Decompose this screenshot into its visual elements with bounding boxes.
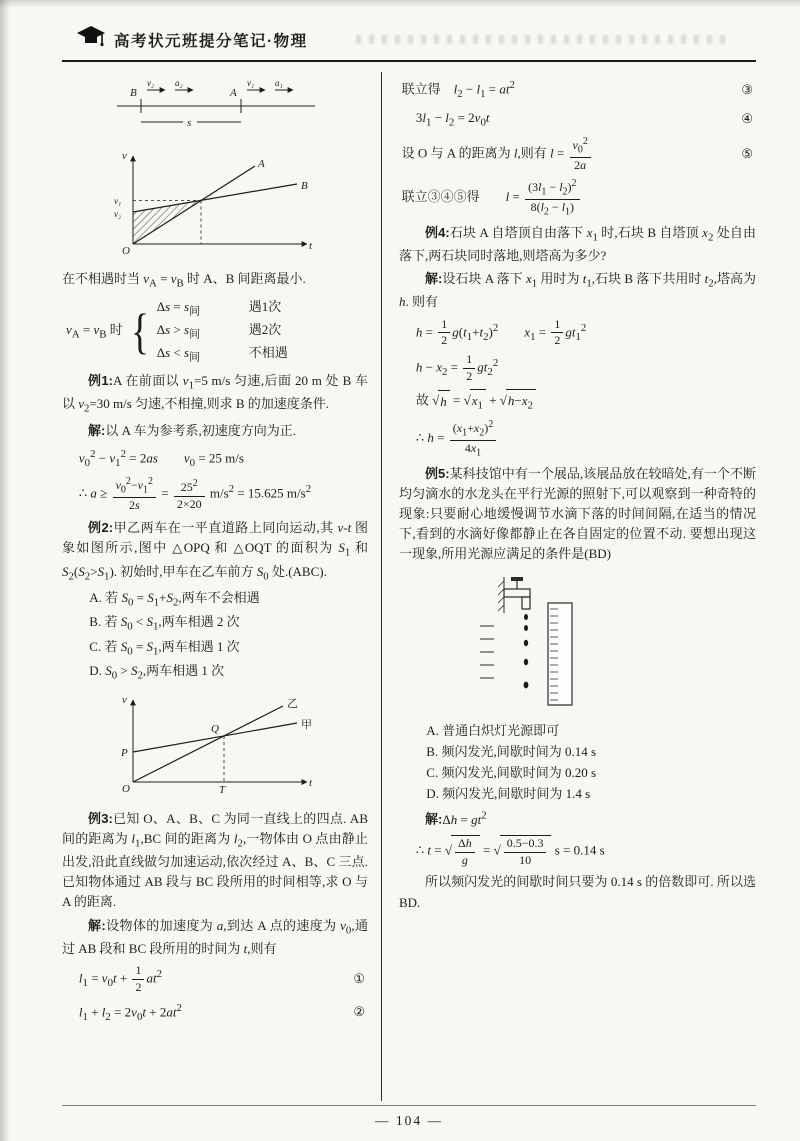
- equation-body: 联立③④⑤得 l = $\frac{(3l_1 - l_2)^2}{8(l_2 - l_1)}$: [402, 178, 582, 218]
- solution-text: 设石块 A 落下 $x_1$ 用时为 $t_1$,石块 B 落下共用时 $t_2$,塔高为 h. 则有: [399, 271, 756, 310]
- cases-rows: [157, 297, 288, 367]
- equation-body: $3l_1 - l_2 = 2v_0t$: [415, 109, 490, 129]
- example2-label: 例2:: [88, 520, 114, 536]
- equation-ex4-2: [416, 353, 756, 384]
- equation-body: ∴ h = $\frac{(x_1+x_2)^2}{4x_1}$: [416, 419, 498, 459]
- graduation-cap-icon: [76, 26, 106, 53]
- label-v2-tick: v₂: [114, 209, 122, 220]
- equation-body: 联立得 $l_2 - l_1 = at^2$: [401, 79, 515, 100]
- example4-label: 例4:: [425, 224, 450, 240]
- label-T: T: [219, 784, 226, 797]
- label-v1-tick: v₁: [114, 196, 122, 207]
- label-t-axis: t: [309, 240, 313, 253]
- option-B: B. 若 $S_0 < S_1$,两车相遇 2 次: [89, 614, 240, 633]
- solution-label: 解:: [425, 811, 443, 827]
- solution-label: 解:: [88, 917, 106, 933]
- equation-4: [416, 108, 756, 131]
- case-result: 遇1次: [248, 298, 282, 314]
- option-D: D. $S_0 > S_2$,两车相遇 1 次: [89, 663, 225, 682]
- cars-diagram: [103, 78, 328, 132]
- option-C: C. 若 $S_0 = S_1$,两车相遇 1 次: [89, 638, 240, 658]
- vt-graph-jiayi: [105, 690, 325, 798]
- water-drops: [523, 614, 528, 688]
- example3-label: 例3:: [88, 810, 113, 826]
- case-condition: $\Delta s = s_间$: [156, 298, 200, 318]
- equation-body: $h - x_2$ = $\frac{1}{2}$ $gt_2^2$: [415, 352, 499, 383]
- example3-paragraph: [62, 809, 368, 913]
- option-A: A. 普通白炽灯光源即可: [426, 722, 560, 738]
- option-C: C. 频闪发光,间歇时间为 0.20 s: [426, 765, 597, 781]
- equation-body: $v_0^2 - v_1^2 = 2as$ $v_0 = 25$ m/s: [78, 447, 244, 469]
- equation-body: 故 $√h = √x_1 + √h-x_2$: [416, 389, 536, 414]
- equation-body: ∴ t = √ $\frac{\Delta h}{g}$ = √ $\frac{0.5-0.3}{10}$ s = 0.14 s: [415, 835, 605, 867]
- figure-vt-graph-ab: [62, 144, 368, 265]
- label-v-axis: v: [122, 150, 127, 163]
- label-B: B: [129, 87, 137, 99]
- example1-paragraph: [62, 371, 368, 418]
- example1-label: 例1:: [88, 372, 113, 388]
- equation-ex5-t: [416, 835, 756, 868]
- parallel-light-rays: [480, 626, 494, 678]
- example5-solution: [399, 807, 756, 829]
- equation-result-l: [402, 178, 756, 218]
- figure-cars-relative-motion: [62, 78, 368, 138]
- faucet-ruler-diagram: [478, 571, 678, 711]
- solution-equation: $\Delta h = gt^2$: [442, 809, 487, 827]
- option-A: A. 若 $S_0 = S_1+S_2$,两车不会相遇: [89, 589, 260, 609]
- solution-text: 以 A 车为参考系,初速度方向为正.: [105, 422, 297, 438]
- example5-paragraph: [399, 464, 756, 565]
- solution-label: 解:: [425, 271, 443, 287]
- wall-hatch: [498, 577, 504, 613]
- solution-text: 设物体的加速度为 a,到达 A 点的速度为 $v_0$,通过 AB 段和 BC 段所用的时间为 t,则有: [62, 917, 368, 956]
- ruler: [548, 603, 572, 705]
- faucet-icon: [504, 577, 530, 609]
- equation-number: ④: [741, 111, 753, 127]
- left-brace: {: [130, 303, 149, 360]
- left-column: [62, 72, 381, 1101]
- equation-3: [402, 77, 756, 103]
- equation-body: $l_1 + l_2 = 2v_0t + 2at^2$: [78, 1001, 182, 1023]
- label-s: s: [186, 117, 191, 129]
- equation-number: ②: [353, 1004, 365, 1020]
- equation-ex1-2: [79, 476, 368, 513]
- equation-ex3-1: [79, 964, 368, 995]
- label-line-A: A: [258, 158, 265, 171]
- scan-artifact: [356, 35, 726, 44]
- example3-solution: [62, 916, 368, 960]
- example4-text: 石块 A 自塔顶自由落下 $x_1$ 时,石块 B 自塔顶 $x_2$ 处自由落下,两石块同时落地,则塔高为多少?: [399, 224, 756, 263]
- equation-ex4-4: [416, 419, 756, 459]
- cases-lead: $v_A = v_B$ 时: [66, 322, 123, 341]
- label-yi: 乙: [287, 698, 298, 711]
- example2-text: 甲乙两车在一平直道路上同向运动,其 v-t 图象如图所示,图中 △OPQ 和 △OQT 的面积为 $S_1$ 和 $S_2(S_2>S_1)$. 初始时,甲车在乙车前方 $S_0$ 处.(ABC).: [62, 520, 368, 583]
- example4-paragraph: [399, 223, 756, 267]
- case-row: [157, 320, 288, 343]
- figure-vt-graph-jiayi: [62, 690, 368, 804]
- equation-ex4-1: [416, 318, 756, 349]
- label-Q: Q: [211, 723, 219, 736]
- right-column: [381, 72, 756, 1101]
- label-a1: a₁: [274, 78, 283, 88]
- example5-conclusion: 所以频闪发光的间歇时间只要为 0.14 s 的倍数即可. 所以选 BD.: [399, 874, 756, 910]
- equation-ex1-1: [79, 446, 368, 472]
- label-a2: a₂: [174, 78, 183, 88]
- vt-graph-ab: [105, 144, 325, 259]
- example3-text: 已知 O、A、B、C 为同一直线上的四点. AB 间的距离为 $l_1,BC$ 间的距离为 $l_2$,一物体由 O 点由静止出发,沿此直线做匀加速运动,依次经过 A、B、C 三点. 已知物体通过 AB 段与 BC 段所用的时间相等,求 O 与 A 的距离.: [62, 810, 368, 910]
- example1-text: A 在前面以 $v_1=5$ m/s 匀速,后面 20 m 处 B 车以 $v_2=30$ m/s 匀速,不相撞,则求 B 的加速度条件.: [62, 372, 369, 415]
- page-header: [62, 22, 756, 62]
- case-condition: $\Delta s < s_间$: [156, 345, 200, 364]
- case-row: [157, 343, 288, 366]
- equation-ex3-2: [79, 1000, 368, 1026]
- label-line-B: B: [301, 180, 308, 193]
- example1-solution: [62, 421, 368, 441]
- label-origin: O: [122, 245, 130, 258]
- example4-solution: [399, 269, 756, 313]
- example2-paragraph: [62, 518, 368, 585]
- example5-label: 例5:: [425, 465, 450, 481]
- case-result: 遇2次: [248, 322, 282, 338]
- equation-number: ①: [353, 971, 365, 987]
- page-number: — 104 —: [375, 1113, 443, 1128]
- label-jia: 甲: [301, 719, 312, 732]
- equation-number: ⑤: [741, 146, 753, 162]
- equation-body: $l_1 = v_0t$ + $\frac{1}{2}$ $at^2$: [78, 963, 162, 994]
- equation-body: h = $\frac{1}{2}$ $g(t_1+t_2)^2$ $x_1$ = $\frac{1}{2}$ $gt_1^2$: [415, 316, 587, 348]
- case-row: [157, 297, 288, 320]
- equation-body: 设 O 与 A 的距离为 l,则有 l = $\frac{v_0^2}{2a}$: [402, 136, 593, 173]
- case-condition: $\Delta s > s_间$: [156, 322, 200, 341]
- cases-block: [66, 297, 368, 367]
- equation-number: ③: [741, 81, 753, 97]
- equation-body: ∴ a ≥ $\frac{v_0^2-v_1^2}{2s}$ = $\frac{25^2}{2\times 20}$ $m/s^2 = 15.625$ $m/s^2$: [78, 476, 312, 513]
- label-A: A: [229, 87, 237, 99]
- label-v2: v₂: [146, 78, 154, 88]
- label-origin: O: [122, 783, 130, 796]
- equation-ex4-3: [416, 389, 756, 414]
- example5-text: 某科技馆中有一个展品,该展品放在较暗处,有一个不断均匀滴水的水龙头在平行光源的照射下,可以观察到一种奇特的现象:只要耐心地缓慢调节水滴下落的时间间隔,在适当的情况下,看到的水滴好像都静止在各自固定的位置不动. 要想出现这一现象,所用光源应满足的条件是(BD): [399, 465, 756, 562]
- option-B: B. 频闪发光,间歇时间为 0.14 s: [426, 743, 597, 759]
- content: [62, 72, 756, 1101]
- option-D: D. 频闪发光,间歇时间为 1.4 s: [426, 786, 591, 802]
- solution-label: 解:: [88, 422, 106, 438]
- label-t-axis: t: [309, 777, 313, 790]
- header-title: 高考状元班提分笔记·物理: [114, 32, 308, 50]
- note-min-distance: 在不相遇时当 $v_A = v_B$ 时 A、B 间距离最小.: [62, 271, 306, 290]
- label-P: P: [121, 747, 128, 760]
- label-v1: v₁: [246, 78, 254, 88]
- page-footer: [62, 1105, 756, 1129]
- figure-dripping-faucet: [399, 571, 756, 717]
- case-result: 不相遇: [248, 345, 288, 361]
- label-v-axis: v: [122, 694, 127, 707]
- equation-5: [402, 136, 756, 173]
